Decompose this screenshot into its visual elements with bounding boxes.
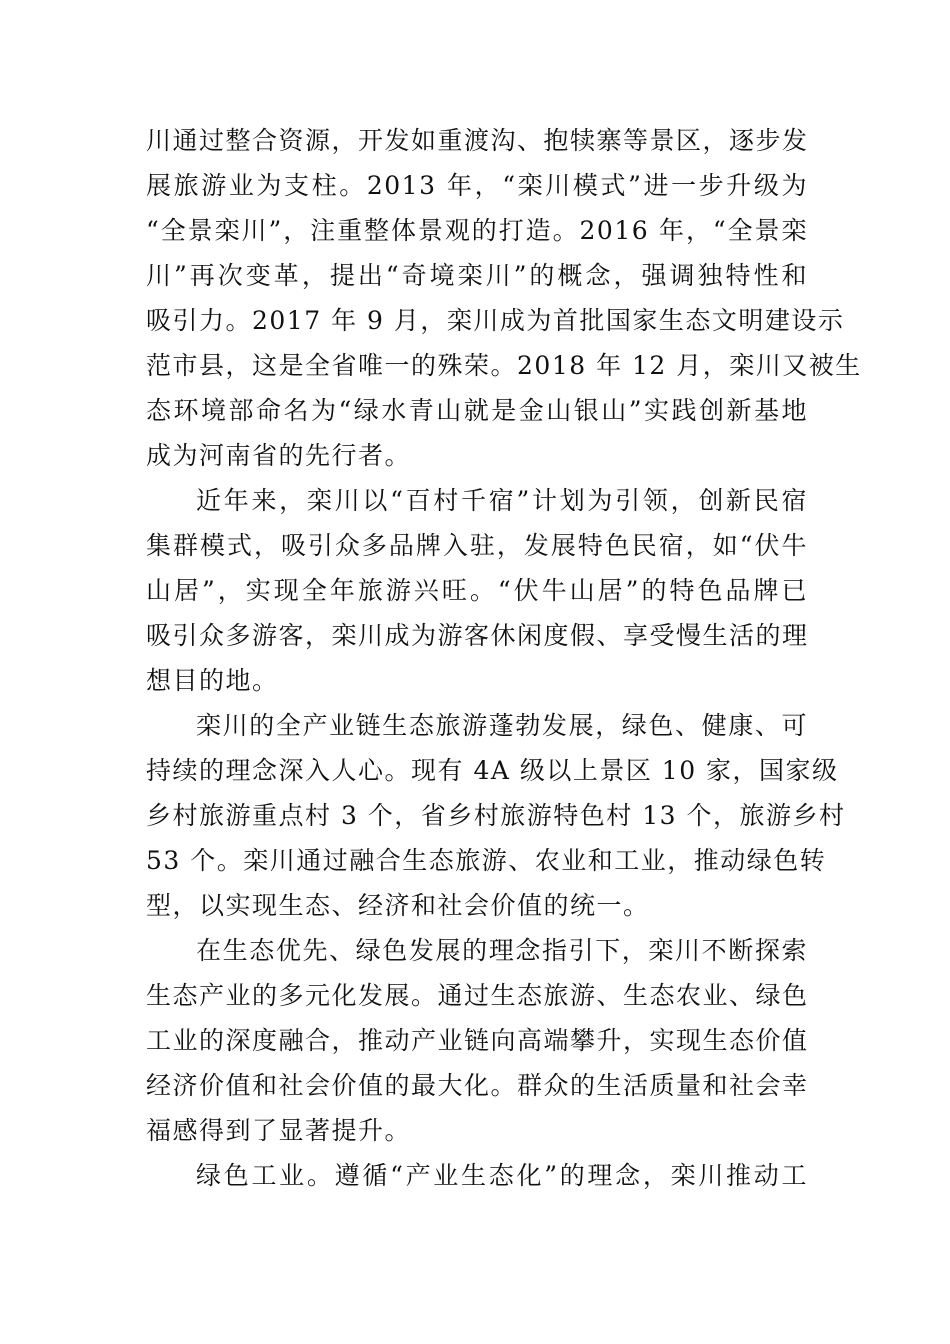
- text-line: 经济价值和社会价值的最大化。群众的生活质量和社会幸: [146, 1071, 809, 1100]
- text-line: 想目的地。: [146, 666, 279, 695]
- text-line: 态环境部命名为“绿水青山就是金山银山”实践创新基地: [146, 396, 808, 425]
- text-line: 成为河南省的先行者。: [146, 441, 412, 470]
- text-line: 福感得到了显著提升。: [146, 1116, 412, 1145]
- paragraph-4: [146, 928, 808, 1153]
- text-line: 近年来，栾川以“百村千宿”计划为引领，创新民宿: [196, 486, 808, 515]
- text-line: 范市县，这是全省唯一的殊荣。2018 年 12 月，栾川又被生: [146, 351, 862, 380]
- text-line: 展旅游业为支柱。2013 年，“栾川模式”进一步升级为: [146, 171, 808, 200]
- text-line: 生态产业的多元化发展。通过生态旅游、生态农业、绿色: [146, 981, 809, 1010]
- paragraph-3: [146, 703, 846, 928]
- text-line: 吸引众多游客，栾川成为游客休闲度假、享受慢生活的理: [146, 621, 809, 650]
- text-line: 乡村旅游重点村 3 个，省乡村旅游特色村 13 个，旅游乡村: [146, 801, 846, 830]
- text-line: 栾川的全产业链生态旅游蓬勃发展，绿色、健康、可: [196, 711, 808, 740]
- text-line: 型，以实现生态、经济和社会价值的统一。: [146, 891, 650, 920]
- document-body: [146, 118, 862, 1198]
- text-line: 在生态优先、绿色发展的理念指引下，栾川不断探索: [196, 936, 808, 965]
- paragraph-2: [146, 478, 808, 703]
- text-line: 持续的理念深入人心。现有 4A 级以上景区 10 家，国家级: [146, 756, 839, 785]
- text-line: “全景栾川”，注重整体景观的打造。2016 年，“全景栾: [146, 216, 808, 245]
- text-line: 集群模式，吸引众多品牌入驻，发展特色民宿，如“伏牛: [146, 531, 808, 560]
- text-line: 绿色工业。遵循“产业生态化”的理念，栾川推动工: [196, 1161, 808, 1190]
- text-line: 吸引力。2017 年 9 月，栾川成为首批国家生态文明建设示: [146, 306, 845, 335]
- text-line: 川通过整合资源，开发如重渡沟、抱犊寨等景区，逐步发: [146, 126, 809, 155]
- text-line: 工业的深度融合，推动产业链向高端攀升，实现生态价值: [146, 1026, 809, 1055]
- text-line: 山居”，实现全年旅游兴旺。“伏牛山居”的特色品牌已: [146, 576, 808, 605]
- paragraph-5: [146, 1153, 808, 1198]
- paragraph-1: [146, 118, 862, 478]
- text-line: 53 个。栾川通过融合生态旅游、农业和工业，推动绿色转: [146, 846, 827, 875]
- text-line: 川”再次变革，提出“奇境栾川”的概念，强调独特性和: [146, 261, 808, 290]
